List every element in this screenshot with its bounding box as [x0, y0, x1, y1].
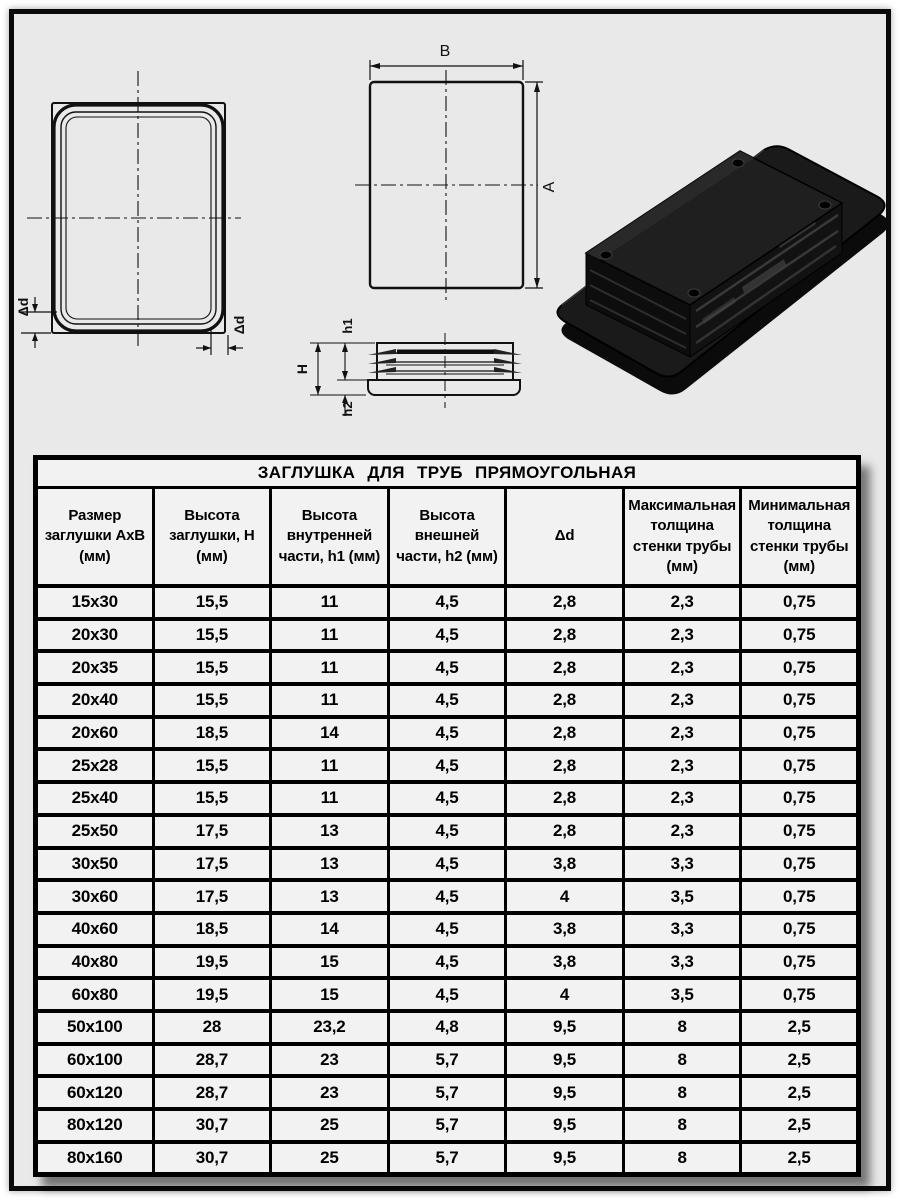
table-cell: 15,5 [153, 782, 271, 815]
table-cell: 20х35 [36, 651, 154, 684]
table-cell: 25х50 [36, 815, 154, 848]
column-header: Минимальная толщина стенки трубы (мм) [741, 488, 859, 587]
table-cell: 2,5 [741, 1076, 859, 1109]
table-cell: 0,75 [741, 848, 859, 881]
table-row [36, 619, 859, 652]
table-cell: 15х30 [36, 586, 154, 619]
column-header: Максимальная толщина стенки трубы (мм) [623, 488, 741, 587]
table-cell: 4,5 [388, 978, 506, 1011]
table-cell: 15,5 [153, 651, 271, 684]
table-cell: 2,3 [623, 782, 741, 815]
table-cell: 0,75 [741, 978, 859, 1011]
table-cell: 2,5 [741, 1011, 859, 1044]
product-photo-3d-plug [542, 105, 892, 395]
table-cell: 4 [506, 978, 624, 1011]
table-cell: 3,5 [623, 978, 741, 1011]
table-cell: 11 [271, 619, 389, 652]
table-cell: 17,5 [153, 880, 271, 913]
table-cell: 2,3 [623, 586, 741, 619]
table-cell: 2,3 [623, 684, 741, 717]
table-row [36, 1011, 859, 1044]
table-title-row [36, 458, 859, 488]
dim-label-a: A [541, 181, 558, 193]
table-cell: 4,5 [388, 848, 506, 881]
column-header: Δd [506, 488, 624, 587]
table-cell: 9,5 [506, 1109, 624, 1142]
table-cell: 0,75 [741, 684, 859, 717]
table-row [36, 651, 859, 684]
table-cell: 4 [506, 880, 624, 913]
table-cell: 3,8 [506, 946, 624, 979]
column-header: Высота заглушки, Н (мм) [153, 488, 271, 587]
table-cell: 4,5 [388, 815, 506, 848]
dim-label-delta-d-left: Δd [15, 297, 31, 317]
dim-label-h1: h1 [340, 318, 355, 334]
table-cell: 3,5 [623, 880, 741, 913]
table-cell: 0,75 [741, 815, 859, 848]
table-cell: 11 [271, 749, 389, 782]
table-cell: 4,5 [388, 880, 506, 913]
table-cell: 2,5 [741, 1109, 859, 1142]
table-cell: 60х120 [36, 1076, 154, 1109]
table-cell: 2,8 [506, 586, 624, 619]
table-cell: 9,5 [506, 1011, 624, 1044]
table-cell: 11 [271, 586, 389, 619]
table-cell: 3,3 [623, 946, 741, 979]
table-cell: 8 [623, 1076, 741, 1109]
table-cell: 2,8 [506, 749, 624, 782]
column-header: Размер заглушки АхВ (мм) [36, 488, 154, 587]
table-cell: 4,5 [388, 717, 506, 750]
table-cell: 30х50 [36, 848, 154, 881]
table-cell: 20х60 [36, 717, 154, 750]
table-row [36, 749, 859, 782]
table-cell: 3,8 [506, 913, 624, 946]
table-cell: 4,5 [388, 619, 506, 652]
table-cell: 15 [271, 978, 389, 1011]
table-cell: 14 [271, 717, 389, 750]
table-cell: 60х100 [36, 1044, 154, 1077]
table-cell: 19,5 [153, 978, 271, 1011]
table-cell: 0,75 [741, 880, 859, 913]
column-header: Высота внутренней части, h1 (мм) [271, 488, 389, 587]
table-cell: 0,75 [741, 651, 859, 684]
table-cell: 19,5 [153, 946, 271, 979]
table-row [36, 913, 859, 946]
table-cell: 15,5 [153, 684, 271, 717]
table-cell: 11 [271, 782, 389, 815]
dim-label-delta-d-right: Δd [231, 315, 247, 335]
table-cell: 9,5 [506, 1044, 624, 1077]
table-cell: 15,5 [153, 619, 271, 652]
table-cell: 13 [271, 848, 389, 881]
table-cell: 23 [271, 1076, 389, 1109]
table-cell: 25х40 [36, 782, 154, 815]
table-cell: 2,3 [623, 717, 741, 750]
table-cell: 4,8 [388, 1011, 506, 1044]
table-cell: 18,5 [153, 913, 271, 946]
table-cell: 3,8 [506, 848, 624, 881]
table-cell: 23 [271, 1044, 389, 1077]
table-cell: 17,5 [153, 848, 271, 881]
table-row [36, 815, 859, 848]
table-cell: 11 [271, 684, 389, 717]
table-cell: 13 [271, 880, 389, 913]
table-cell: 40х60 [36, 913, 154, 946]
table-cell: 15 [271, 946, 389, 979]
table-cell: 30,7 [153, 1109, 271, 1142]
dim-label-h2: h2 [340, 401, 355, 417]
table-cell: 30,7 [153, 1142, 271, 1175]
table-row [36, 1142, 859, 1175]
table-cell: 11 [271, 651, 389, 684]
table-cell: 13 [271, 815, 389, 848]
table-cell: 60х80 [36, 978, 154, 1011]
table-cell: 4,5 [388, 684, 506, 717]
table-cell: 2,3 [623, 651, 741, 684]
table-cell: 2,3 [623, 619, 741, 652]
table-cell: 25 [271, 1142, 389, 1175]
table-cell: 4,5 [388, 946, 506, 979]
table-cell: 2,3 [623, 815, 741, 848]
profile-view-drawing [285, 308, 545, 433]
table-cell: 8 [623, 1109, 741, 1142]
table-cell: 9,5 [506, 1142, 624, 1175]
table-row [36, 848, 859, 881]
table-cell: 2,8 [506, 684, 624, 717]
table-row [36, 880, 859, 913]
table-cell: 4,5 [388, 586, 506, 619]
table-cell: 15,5 [153, 586, 271, 619]
table-cell: 8 [623, 1044, 741, 1077]
dim-label-b: B [439, 43, 451, 60]
table-cell: 23,2 [271, 1011, 389, 1044]
table-cell: 0,75 [741, 782, 859, 815]
table-cell: 0,75 [741, 586, 859, 619]
table-cell: 0,75 [741, 749, 859, 782]
table-cell: 2,5 [741, 1142, 859, 1175]
table-cell: 30х60 [36, 880, 154, 913]
table-cell: 40х80 [36, 946, 154, 979]
column-header: Высота внешней части, h2 (мм) [388, 488, 506, 587]
table-cell: 9,5 [506, 1076, 624, 1109]
table-cell: 3,3 [623, 848, 741, 881]
spec-table [33, 455, 861, 1177]
table-cell: 18,5 [153, 717, 271, 750]
table-row [36, 1076, 859, 1109]
table-cell: 28 [153, 1011, 271, 1044]
table-cell: 5,7 [388, 1076, 506, 1109]
table-cell: 28,7 [153, 1076, 271, 1109]
table-cell: 2,8 [506, 651, 624, 684]
table-row [36, 586, 859, 619]
front-view-drawing [15, 55, 265, 355]
table-cell: 2,8 [506, 717, 624, 750]
table-cell: 2,8 [506, 782, 624, 815]
table-cell: 14 [271, 913, 389, 946]
table-cell: 15,5 [153, 749, 271, 782]
table-cell: 2,3 [623, 749, 741, 782]
table-cell: 4,5 [388, 913, 506, 946]
table-cell: 17,5 [153, 815, 271, 848]
table-row [36, 1109, 859, 1142]
table-cell: 2,5 [741, 1044, 859, 1077]
table-cell: 0,75 [741, 619, 859, 652]
table-cell: 0,75 [741, 913, 859, 946]
table-cell: 28,7 [153, 1044, 271, 1077]
table-cell: 5,7 [388, 1044, 506, 1077]
table-row [36, 717, 859, 750]
table-cell: 3,3 [623, 913, 741, 946]
table-row [36, 1044, 859, 1077]
table-cell: 80х120 [36, 1109, 154, 1142]
table-row [36, 684, 859, 717]
table-cell: 5,7 [388, 1142, 506, 1175]
dim-label-h: H [294, 363, 310, 375]
table-header-row [36, 488, 859, 587]
table-cell: 20х40 [36, 684, 154, 717]
table-cell: 4,5 [388, 651, 506, 684]
table-title: ЗАГЛУШКА ДЛЯ ТРУБ ПРЯМОУГОЛЬНАЯ [36, 458, 859, 488]
table-cell: 0,75 [741, 717, 859, 750]
table-cell: 2,8 [506, 619, 624, 652]
table-cell: 50х100 [36, 1011, 154, 1044]
table-cell: 4,5 [388, 749, 506, 782]
table-cell: 2,8 [506, 815, 624, 848]
table-cell: 25 [271, 1109, 389, 1142]
side-view-drawing [335, 30, 570, 305]
table-row [36, 946, 859, 979]
table-cell: 4,5 [388, 782, 506, 815]
table-cell: 0,75 [741, 946, 859, 979]
table-row [36, 978, 859, 1011]
table-cell: 20х30 [36, 619, 154, 652]
table-cell: 80х160 [36, 1142, 154, 1175]
table-cell: 8 [623, 1011, 741, 1044]
table-cell: 8 [623, 1142, 741, 1175]
table-row [36, 782, 859, 815]
table-cell: 5,7 [388, 1109, 506, 1142]
table-cell: 25х28 [36, 749, 154, 782]
